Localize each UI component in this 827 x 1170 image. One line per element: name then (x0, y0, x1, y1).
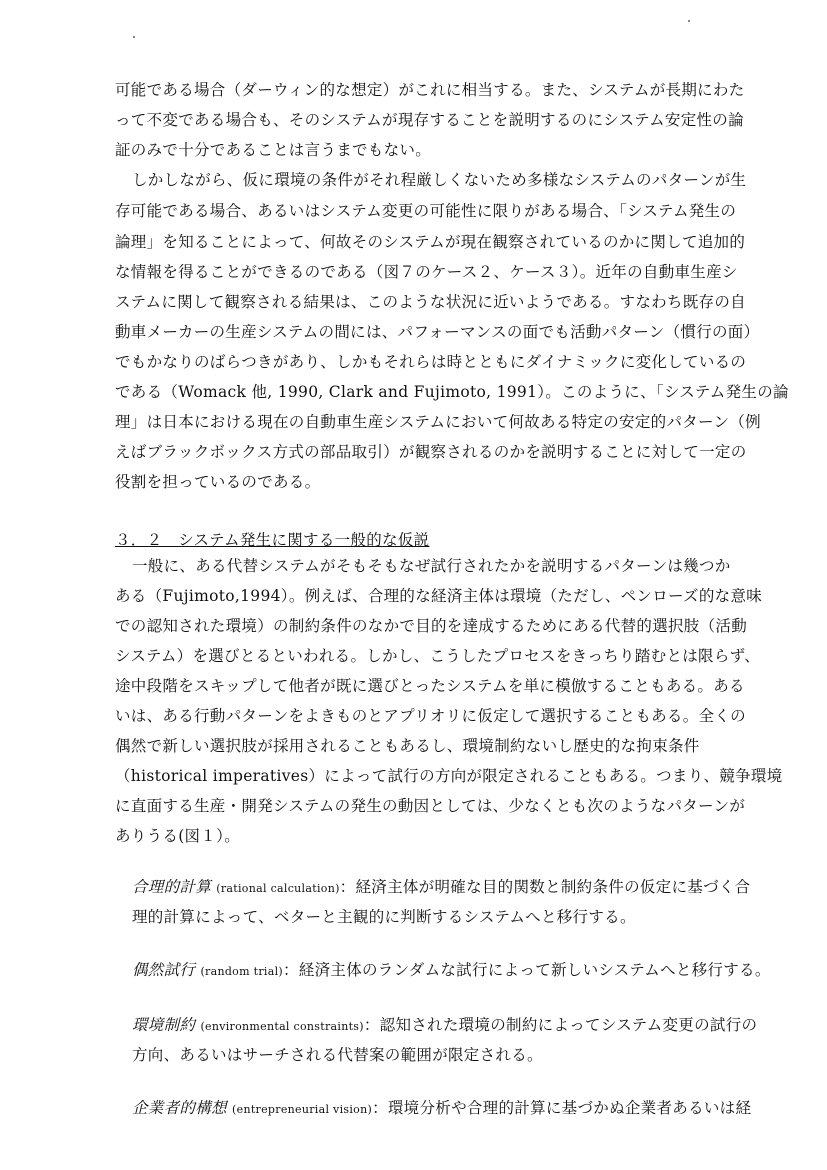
definition-term-english: (environmental constraints) (200, 1020, 364, 1033)
paragraph-line: えばブラックボックス方式の部品取引）が観察されるのかを説明することに対して一定の (115, 443, 747, 461)
paragraph-line: 論理」を知ることによって、何故そのシステムが現在観察されているのかに関して追加的 (115, 233, 746, 251)
paragraph-line: な情報を得ることができるのである（図７のケース２、ケース３）。近年の自動車生産シ (115, 263, 738, 281)
scan-mark (133, 36, 135, 38)
paragraph-line: 証のみで十分であることは言うまでもない。 (115, 141, 432, 159)
paragraph-line: 途中段階をスキップして他者が既に選びとったシステムを単に模倣することもある。ある (115, 677, 745, 695)
paragraph-line: システム）を選びとるといわれる。しかし、こうしたプロセスをきっちり踏むとは限らず、 (115, 647, 761, 665)
definition-term-english: (rational calculation) (216, 882, 340, 895)
definition-term: 企業者的構想 (132, 1099, 227, 1117)
definition-random-trial (132, 960, 771, 982)
paragraph-line: でもかなりのばらつきがあり、しかもそれらは時とともにダイナミックに変化しているの (115, 353, 747, 371)
definition-text: ：経済主体が明確な目的関数と制約条件の仮定に基づく合 (339, 878, 751, 896)
paragraph-line: いは、ある行動パターンをよきものとアプリオリに仮定して選択することもある。全くの (115, 707, 746, 725)
definition-text: ：経済主体のランダムな試行によって新しいシステムへと移行する。 (283, 961, 771, 979)
section-heading: ３．２ システム発生に関する一般的な仮説 (115, 531, 430, 549)
paragraph-line: での認知された環境）の制約条件のなかで目的を達成するためにある代替的選択肢（活動 (115, 617, 748, 635)
definition-rational-calculation (132, 877, 750, 899)
definition-term: 環境制約 (132, 1016, 196, 1034)
paragraph-line: しかしながら、仮に環境の条件がそれ程厳しくないため多様なシステムのパターンが生 (132, 171, 747, 189)
definition-term: 偶然試行 (132, 961, 196, 979)
definition-term-english: (random trial) (200, 965, 283, 978)
paragraph-line: 理」は日本における現在の自動車生産システムにおいて何故ある特定の安定的パターン（例 (115, 413, 761, 431)
definition-environmental-constraints (132, 1015, 757, 1037)
definition-text-continued: 理的計算によって、ベターと主観的に判断するシステムへと移行する。 (132, 908, 636, 926)
paragraph-line: 役割を担っているのである。 (115, 473, 321, 491)
paragraph-line: ある（Fujimoto,1994）。例えば、合理的な経済主体は環境（ただし、ペンローズ的な意味 (115, 587, 763, 605)
paragraph-line: 可能である場合（ダーウィン的な想定）がこれに相当する。また、システムが長期にわた (115, 81, 745, 99)
definition-entrepreneurial-vision (132, 1098, 751, 1120)
paragraph-line: ステムに関して観察される結果は、このような状況に近いようである。すなわち既存の自 (115, 293, 746, 311)
definition-text-continued: 方向、あるいはサーチされる代替案の範囲が限定される。 (132, 1046, 543, 1064)
paragraph-line: （historical imperatives）によって試行の方向が限定されることもある。つまり、競争環境 (115, 767, 783, 785)
definition-text: ：環境分析や合理的計算に基づかぬ企業者あるいは経 (372, 1099, 752, 1117)
definition-text: ：認知された環境の制約によってシステム変更の試行の (363, 1016, 758, 1034)
paragraph-line: 動車メーカーの生産システムの間には、パフォーマンスの面でも活動パターン（慣行の面） (115, 323, 760, 341)
definition-term-english: (entrepreneurial vision) (232, 1103, 373, 1116)
paragraph-line: って不変である場合も、そのシステムが現存することを説明するのにシステム安定性の論 (115, 111, 744, 129)
paragraph-line: ありうる(図１）。 (115, 827, 240, 845)
definition-term: 合理的計算 (132, 878, 212, 896)
paragraph-line: である（Womack 他, 1990, Clark and Fujimoto, 1991）。このように、「システム発生の論 (115, 383, 789, 401)
scan-mark (688, 20, 690, 22)
paragraph-line: 存可能である場合、あるいはシステム変更の可能性に限りがある場合、「システム発生の (115, 202, 737, 220)
paragraph-line: に直面する生産・開発システムの発生の動因としては、少なくとも次のようなパターンが (115, 797, 746, 815)
paragraph-line: 偶然で新しい選択肢が採用されることもあるし、環境制約ないし歴史的な拘束条件 (115, 737, 700, 755)
paragraph-line: 一般に、ある代替システムがそもそもなぜ試行されたかを説明するパターンは幾つか (132, 557, 731, 575)
